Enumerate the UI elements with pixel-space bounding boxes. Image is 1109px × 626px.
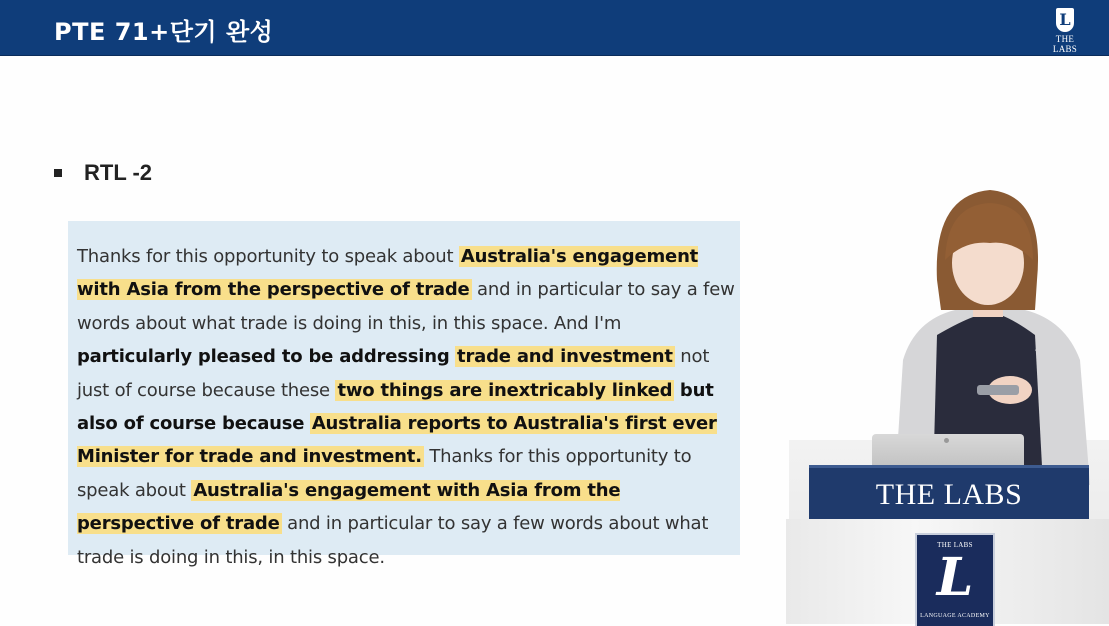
academy-crest-icon (915, 533, 995, 626)
podium-sign-text: THE LABS (875, 478, 1023, 511)
highlighted-phrase: Australia reports to Australia's first ever Minister for trade and investment. (77, 413, 717, 468)
highlighted-phrase: Australia's engagement with Asia from the perspective of trade (77, 246, 699, 301)
the-labs-logo (1043, 8, 1087, 54)
crest-top-text: THE LABS (937, 541, 973, 549)
header-bar (0, 0, 1109, 56)
logo-text: THE LABS (1052, 34, 1078, 54)
passage-segment: and in particular to say a few words about what trade is doing in this, in this space. And I'm (77, 279, 735, 334)
passage-segment: and in particular to say a few words about what trade is doing in this, in this space. (77, 513, 709, 568)
bold-phrase: but also of course because (77, 379, 714, 435)
bold-phrase: particularly pleased to be addressing (77, 346, 450, 368)
podium-sign (809, 465, 1089, 522)
section-title: RTL -2 (84, 160, 153, 185)
highlighted-phrase: two things are inextricably linked (337, 379, 673, 401)
logo-shield-icon: L (1056, 8, 1074, 32)
laptop (872, 434, 1024, 468)
passage-segment: Thanks for this opportunity to speak about (77, 446, 692, 501)
passage-segment: Thanks for this opportunity to speak about (77, 246, 459, 267)
passage-text (77, 240, 737, 574)
bullet-icon (54, 169, 62, 177)
passage-segment (304, 413, 310, 434)
passage-segment: not just of course because these (77, 346, 710, 401)
course-title: PTE 71+단기 완성 (54, 18, 274, 46)
crest-letter: L (936, 547, 974, 608)
highlighted-phrase: Australia's engagement with Asia from the perspective of trade (77, 479, 621, 535)
laptop-logo-icon (944, 438, 949, 443)
highlighted-phrase: trade and investment (457, 346, 673, 368)
crest-bottom-text: LANGUAGE ACADEMY (920, 613, 990, 619)
